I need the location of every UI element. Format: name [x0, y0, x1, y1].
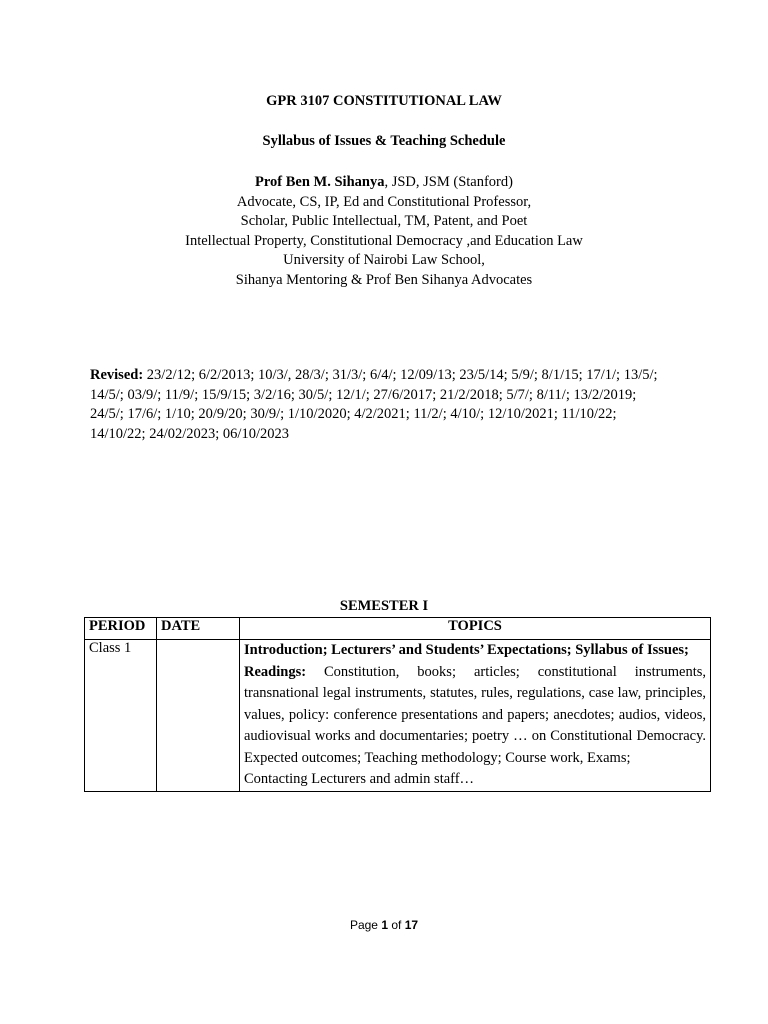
- cell-topics: [240, 640, 711, 792]
- header-date: DATE: [157, 618, 240, 640]
- readings-label: Readings:: [244, 663, 307, 680]
- page-footer: [0, 918, 768, 932]
- author-affiliation-line: University of Nairobi Law School,: [283, 252, 485, 268]
- document-title: GPR 3107 CONSTITUTIONAL LAW: [266, 93, 502, 109]
- author-affiliation-line: Scholar, Public Intellectual, TM, Patent, and Poet: [240, 213, 528, 229]
- revised-label: Revised:: [90, 367, 144, 383]
- readings-text: Constitution, books; articles; constitutional instruments, transnational legal instruments, statutes, rules, regulations, case law, principles, values, policy: conference presentations and papers; anecdotes; audios, videos, audiovisual works and documentaries; poetry … on Constitutional Democracy. Expected outcomes; Teaching methodology; Course work, Exams;: [244, 663, 706, 766]
- author-affiliation-line: Intellectual Property, Constitutional Democracy ,and Education Law: [185, 232, 583, 249]
- author-name: Prof Ben M. Sihanya: [255, 174, 385, 190]
- author-line: [0, 173, 768, 193]
- author-block: [0, 173, 768, 290]
- topic-last-line: Contacting Lecturers and admin staff…: [244, 771, 475, 787]
- schedule-table: [84, 617, 711, 792]
- revision-dates: [90, 366, 670, 444]
- page-of-label: of: [388, 918, 405, 932]
- document-subtitle: Syllabus of Issues & Teaching Schedule: [262, 133, 506, 149]
- cell-date: [157, 640, 240, 792]
- topic-heading: Introduction; Lecturers’ and Students’ Expectations; Syllabus of Issues;: [244, 642, 689, 658]
- author-degrees: , JSD, JSM (Stanford): [384, 174, 513, 190]
- header-topics: TOPICS: [240, 618, 711, 640]
- author-affiliation-line: Sihanya Mentoring & Prof Ben Sihanya Advocates: [235, 271, 533, 288]
- cell-period: Class 1: [85, 640, 157, 792]
- table-header-row: [85, 618, 711, 640]
- page-total: 17: [404, 918, 419, 932]
- table-row: [85, 640, 711, 792]
- semester-heading: SEMESTER I: [339, 598, 429, 614]
- page-number: 1: [381, 918, 388, 932]
- header-period: PERIOD: [85, 618, 157, 640]
- page-label: Page: [349, 918, 382, 932]
- author-affiliation-line: Advocate, CS, IP, Ed and Constitutional Professor,: [236, 193, 532, 210]
- revised-dates-text: 23/2/12; 6/2/2013; 10/3/, 28/3/; 31/3/; 6/4/; 12/09/13; 23/5/14; 5/9/; 8/1/15; 17/1/; 13/5/; 14/5/; 03/9/; 11/9/; 15/9/15; 3/2/16; 30/5/; 12/1/; 27/6/2017; 21/2/2018; 5/7/; 8/11/; 13/2/2019; 24/5/; 17/6/; 1/10; 20/9/20; 30/9/; 1/10/2020; 4/2/2021; 11/2/; 4/10/; 12/10/2021; 11/10/22; 14/10/22; 24/02/2023; 06/10/2023: [90, 367, 658, 442]
